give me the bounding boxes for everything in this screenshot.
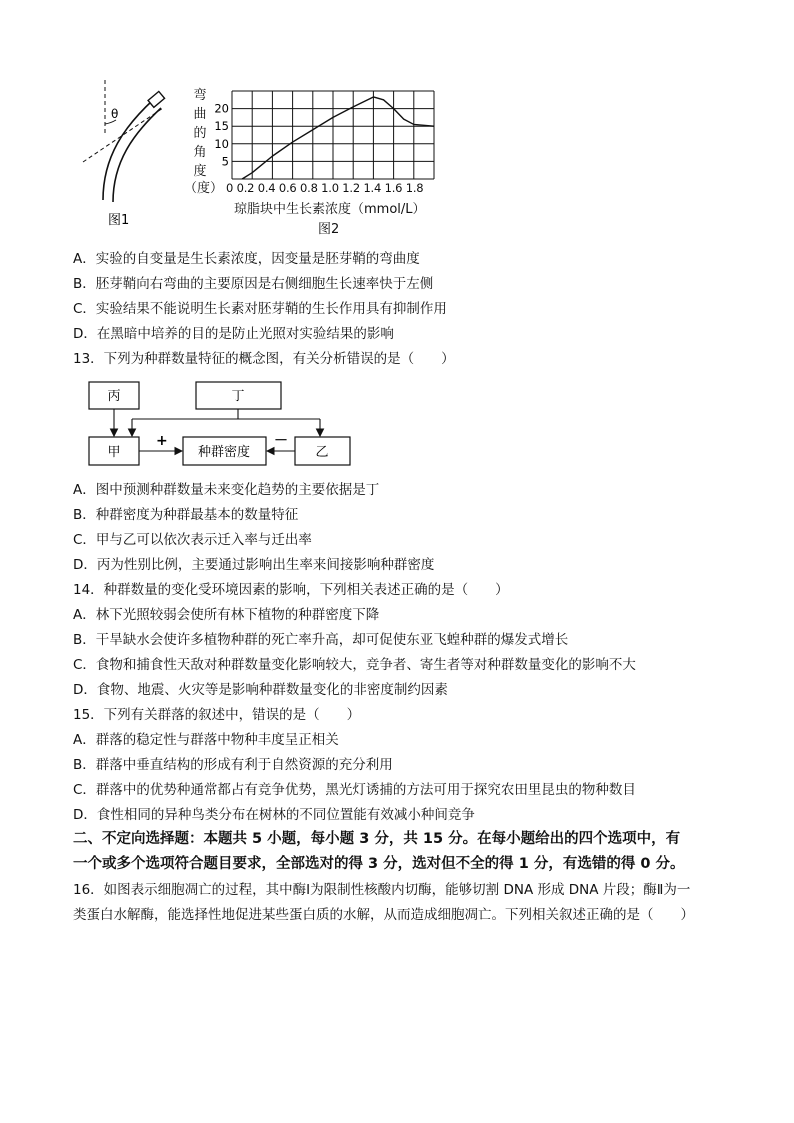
q15-option-c: C．群落中的优势种通常都占有竞争优势，黑光灯诱捕的方法可用于探究农田里昆虫的物种数目 [73,782,636,798]
figure-2-chart [214,86,444,186]
y-axis-char: 角 [193,145,207,160]
section-2-instructions-line-2: 一个或多个选项符合题目要求，全部选对的得 3 分，选对但不全的得 1 分，有选错的得 0 分。 [73,856,685,872]
q14-option-b: B．干旱缺水会使许多植物种群的死亡率升高，却可促使东亚飞蝗种群的爆发式增长 [73,632,569,648]
label-jia: 甲 [107,445,121,460]
y-tick-label: 20 [214,101,229,116]
q12-option-c: C．实验结果不能说明生长素对胚芽鞘的生长作用具有抑制作用 [73,301,447,317]
section-2-instructions-line-1: 二、不定向选择题：本题共 5 小题，每小题 3 分，共 15 分。在每小题给出的四个选项中，有 [73,831,681,847]
bending-angle-curve [242,97,434,179]
label-yi: 乙 [315,445,329,460]
agar-block [148,91,165,107]
q13-option-a: A．图中预测种群数量未来变化趋势的主要依据是丁 [73,482,380,498]
figure-1 [75,76,185,226]
label-density: 种群密度 [197,445,251,460]
y-axis-char: 度 [193,164,207,179]
y-tick-label: 10 [214,136,229,151]
q16-stem-line-1: 16．如图表示细胞凋亡的过程，其中酶Ⅰ为限制性核酸内切酶，能够切割 DNA 形成 DNA 片段；酶Ⅱ为一 [73,882,691,898]
minus-sign: － [274,433,288,449]
q13-concept-diagram [80,377,370,472]
y-tick-label: 5 [221,154,229,169]
figure-1-caption: 图1 [108,213,130,226]
plus-sign: + [156,433,168,449]
x-axis-title: 琼脂块中生长素浓度（mmol/L） [234,202,426,217]
q14-option-d: D．食物、地震、火灾等是影响种群数量变化的非密度制约因素 [73,682,448,698]
q14-option-a: A．林下光照较弱会使所有林下植物的种群密度下降 [73,607,380,623]
q13-option-b: B．种群密度为种群最基本的数量特征 [73,507,299,523]
x-tick-row: 0 0.2 0.4 0.6 0.8 1.0 1.2 1.4 1.6 1.8 [226,181,424,195]
y-axis-unit: （度） [184,181,224,196]
q16-stem-line-2: 类蛋白水解酶，能选择性地促进某些蛋白质的水解，从而造成细胞凋亡。下列相关叙述正确的是（ ） [73,907,694,923]
q15-option-d: D．食性相同的异种鸟类分布在树林的不同位置能有效减小种间竞争 [73,807,475,823]
q12-option-b: B．胚芽鞘向右弯曲的主要原因是右侧细胞生长速率快于左侧 [73,276,434,292]
q15-stem: 15．下列有关群落的叙述中，错误的是（ ） [73,707,361,723]
q13-option-d: D．丙为性别比例，主要通过影响出生率来间接影响种群密度 [73,557,435,573]
y-axis-char: 弯 [193,88,207,103]
y-axis-char: 的 [193,126,207,141]
q13-stem: 13．下列为种群数量特征的概念图，有关分析错误的是（ ） [73,351,455,367]
y-tick-label: 15 [214,119,229,134]
q12-option-a: A．实验的自变量是生长素浓度，因变量是胚芽鞘的弯曲度 [73,251,420,267]
y-axis-title [190,86,210,181]
label-ding: 丁 [231,389,245,404]
q14-stem: 14．种群数量的变化受环境因素的影响，下列相关表述正确的是（ ） [73,582,509,598]
theta-label: θ [111,107,119,121]
y-axis-char: 曲 [193,107,207,122]
coleoptile-right-edge [113,108,161,202]
q15-option-a: A．群落的稳定性与群落中物种丰度呈正相关 [73,732,339,748]
q12-option-d: D．在黑暗中培养的目的是防止光照对实验结果的影响 [73,326,394,342]
label-bing: 丙 [107,389,121,404]
q13-option-c: C．甲与乙可以依次表示迁入率与迁出率 [73,532,312,548]
q14-option-c: C．食物和捕食性天敌对种群数量变化影响较大，竞争者、寄生者等对种群数量变化的影响不大 [73,657,636,673]
q15-option-b: B．群落中垂直结构的形成有利于自然资源的充分利用 [73,757,393,773]
figure-2-caption: 图2 [318,222,340,237]
